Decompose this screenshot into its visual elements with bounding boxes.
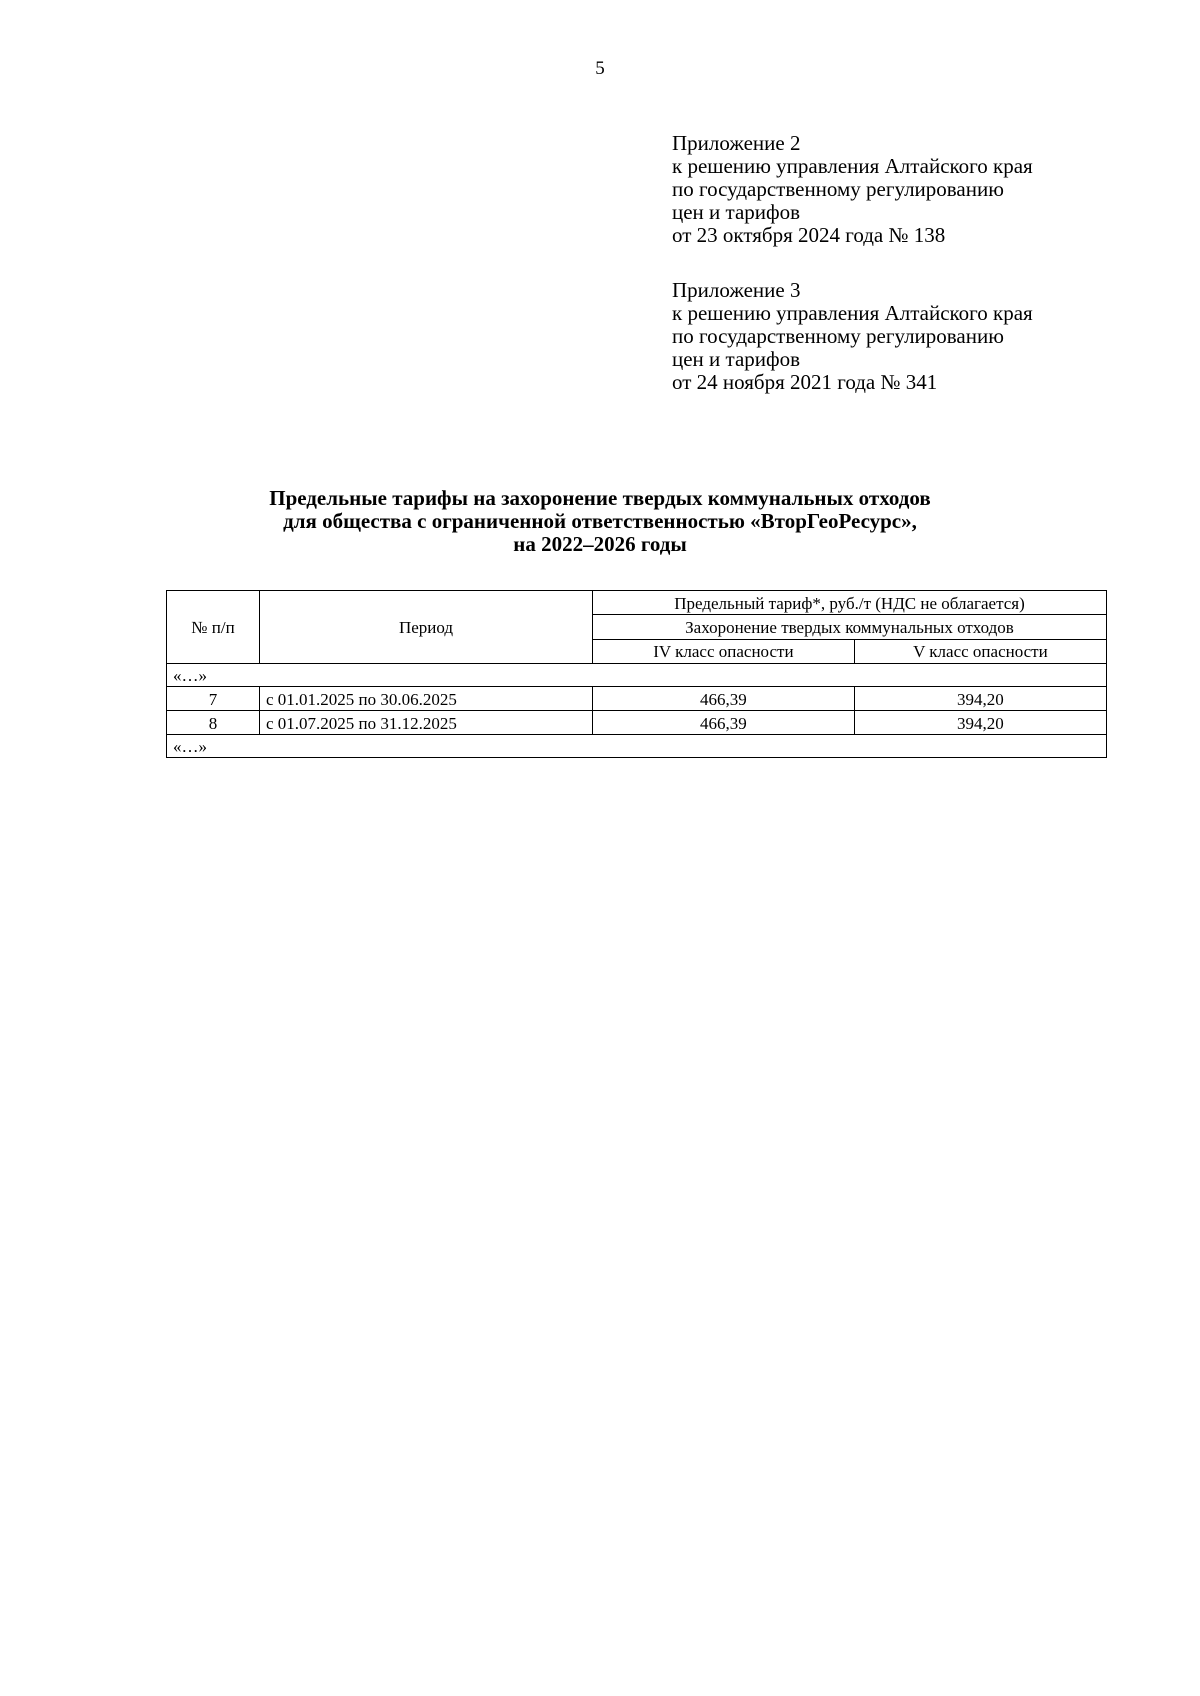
row-class-v: 394,20 [854, 711, 1106, 735]
header-num: № п/п [167, 591, 260, 664]
row-class-v: 394,20 [854, 687, 1106, 711]
appendix-line: Приложение 3 [672, 278, 801, 302]
appendix-line: к решению управления Алтайского края [672, 301, 1033, 325]
appendix-line: к решению управления Алтайского края [672, 154, 1033, 178]
ellipsis-cell: «…» [167, 735, 1107, 758]
header-class-v: V класс опасности [854, 639, 1106, 663]
appendix-line: от 23 октября 2024 года № 138 [672, 223, 946, 247]
header-class-iv: IV класс опасности [593, 639, 855, 663]
appendix-line: цен и тарифов [672, 200, 801, 224]
appendix-line: по государственному регулированию [672, 177, 1004, 201]
title-line: Предельные тарифы на захоронение твердых коммунальных отходов [269, 486, 931, 510]
appendix-2-header [672, 132, 1132, 247]
header-tariff: Предельный тариф*, руб./т (НДС не облагается) [593, 591, 1107, 615]
row-period: с 01.07.2025 по 31.12.2025 [260, 711, 593, 735]
tariffs-table [166, 590, 1107, 758]
row-class-iv: 466,39 [593, 687, 855, 711]
title-line: для общества с ограниченной ответственностью «ВторГеоРесурс», [283, 509, 917, 533]
header-disposal: Захоронение твердых коммунальных отходов [593, 615, 1107, 639]
document-title [0, 487, 1200, 556]
row-class-iv: 466,39 [593, 711, 855, 735]
ellipsis-cell: «…» [167, 664, 1107, 687]
appendix-line: Приложение 2 [672, 131, 801, 155]
appendix-line: цен и тарифов [672, 347, 801, 371]
table-header-row [167, 591, 1107, 615]
appendix-line: по государственному регулированию [672, 324, 1004, 348]
row-num: 7 [167, 687, 260, 711]
header-period: Период [260, 591, 593, 664]
table-row-ellipsis [167, 664, 1107, 687]
title-line: на 2022–2026 годы [513, 532, 687, 556]
table-row [167, 687, 1107, 711]
table-row [167, 711, 1107, 735]
row-num: 8 [167, 711, 260, 735]
appendix-3-header [672, 279, 1132, 394]
appendix-line: от 24 ноября 2021 года № 341 [672, 370, 938, 394]
table-row-ellipsis [167, 735, 1107, 758]
page-number: 5 [595, 58, 605, 79]
row-period: с 01.01.2025 по 30.06.2025 [260, 687, 593, 711]
